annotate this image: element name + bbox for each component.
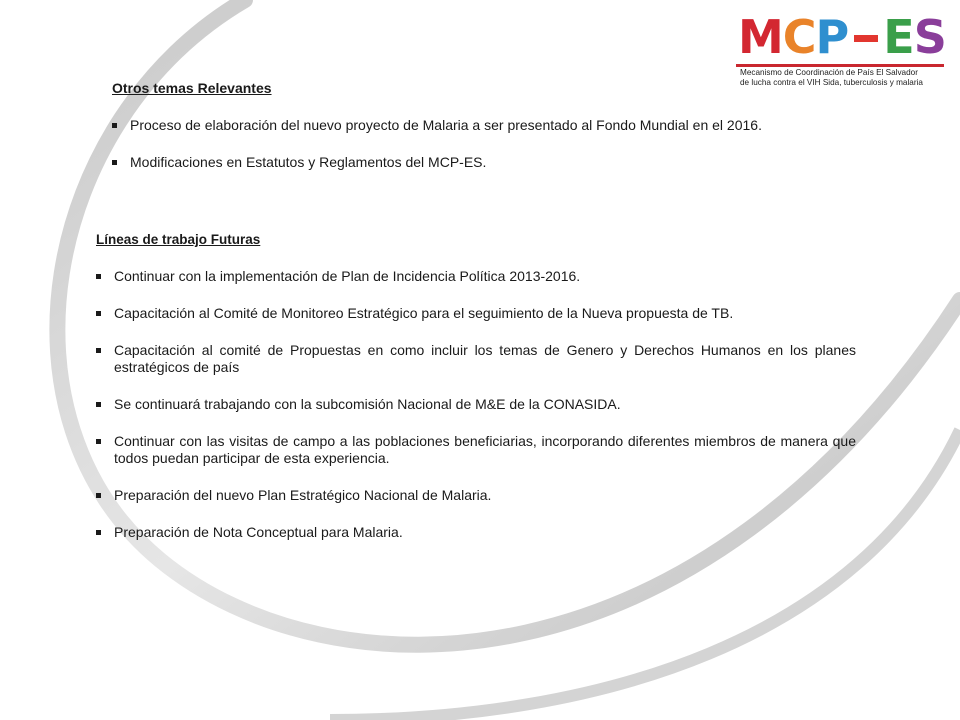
list-item <box>112 154 872 171</box>
logo-mark <box>738 10 946 64</box>
logo-letter-m: M <box>738 10 783 64</box>
section1-list <box>112 117 872 191</box>
bullet-icon <box>112 123 117 128</box>
bullet-icon <box>96 439 101 444</box>
list-item-text: Capacitación al Comité de Monitoreo Estratégico para el seguimiento de la Nueva propuesta de TB. <box>114 305 734 321</box>
list-item-text: Preparación de Nota Conceptual para Malaria. <box>114 524 403 540</box>
list-item-text: Continuar con las visitas de campo a las poblaciones beneficiarias, incorporando diferentes miembros de manera que todos puedan participar de esta experiencia. <box>114 433 856 466</box>
logo-dash <box>854 35 878 42</box>
list-item <box>96 487 856 504</box>
logo-letter-p: P <box>815 10 849 64</box>
bullet-icon <box>96 348 101 353</box>
section1-title: Otros temas Relevantes <box>112 80 272 96</box>
bullet-icon <box>96 402 101 407</box>
list-item <box>96 524 856 541</box>
list-item <box>96 433 856 467</box>
logo-subtitle-line2: de lucha contra el VIH Sida, tuberculosis y malaria <box>740 78 923 87</box>
list-item-text: Proceso de elaboración del nuevo proyecto de Malaria a ser presentado al Fondo Mundial en el 2016. <box>130 117 762 133</box>
logo-subtitle-line1: Mecanismo de Coordinación de País El Salvador <box>740 68 918 77</box>
bullet-icon <box>96 311 101 316</box>
list-item-text: Modificaciones en Estatutos y Reglamentos del MCP-ES. <box>130 154 487 170</box>
list-item <box>96 305 856 322</box>
bullet-icon <box>96 274 101 279</box>
bullet-icon <box>112 160 117 165</box>
list-item-text: Capacitación al comité de Propuestas en como incluir los temas de Genero y Derechos Humanos en los planes estratégicos de país <box>114 342 856 375</box>
list-item <box>96 268 856 285</box>
list-item-text: Se continuará trabajando con la subcomisión Nacional de M&E de la CONASIDA. <box>114 396 621 412</box>
list-item-text: Continuar con la implementación de Plan de Incidencia Política 2013-2016. <box>114 268 581 284</box>
logo-underline <box>736 64 944 67</box>
list-item-text: Preparación del nuevo Plan Estratégico Nacional de Malaria. <box>114 487 492 503</box>
logo-letter-s: S <box>913 10 946 64</box>
section2-title: Líneas de trabajo Futuras <box>96 232 261 247</box>
list-item <box>112 117 872 134</box>
logo-letter-e: E <box>883 10 914 64</box>
section2-list <box>96 268 856 561</box>
logo-letter-c: C <box>782 10 816 64</box>
logo-subtitle <box>740 68 923 88</box>
list-item <box>96 396 856 413</box>
bullet-icon <box>96 493 101 498</box>
list-item <box>96 342 856 376</box>
mcp-es-logo <box>736 10 946 87</box>
bullet-icon <box>96 530 101 535</box>
